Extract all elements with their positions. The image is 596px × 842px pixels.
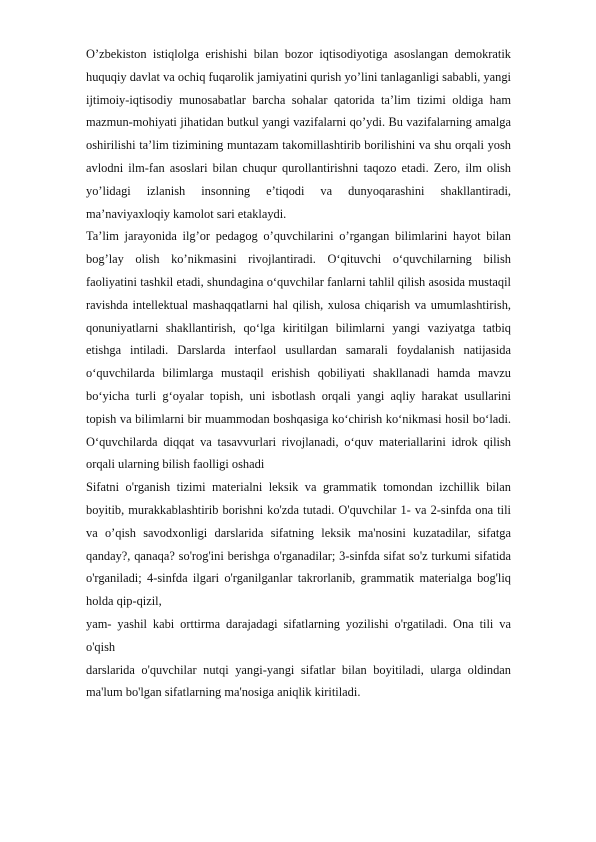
paragraph-comparative-adjectives: yam- yashil kabi orttirma darajadagi sifatlarning yozilishi o'rgatiladi. Ona tili va o'qish bbox=[86, 616, 511, 654]
paragraph-speech-enrichment: darslarida o'quvchilar nutqi yangi-yangi sifatlar bilan boyitiladi, ularga oldindan ma'lum bo'lgan sifatlarning ma'nosiga aniqlik kiritiladi. bbox=[86, 662, 511, 700]
paragraph-intro: O’zbekiston istiqlolga erishishi bilan bozor iqtisodiyotiga asoslangan demokratik huquqiy davlat va ochiq fuqarolik jamiyatini qurish yo’lini tanlaganligi sababli, yangi ijtimoiy-iqtisodiy munosabatlar barcha sohalar qatorida ta’lim tizimi oldiga ham mazmun-mohiyati jihatidan butkul yangi vazifalarni qo’ydi. Bu vazifalarning amalga oshirilishi ta’lim tizimining muntazam takomillashtirib borilishini va shu orqali yosh avlodni ilm-fan asoslari bilan chuqur qurollantirishni taqozo etadi. Zero, ilm olish yo’lidagi izlanish insonning e’tiqodi va dunyoqarashini shakllantiradi, ma’naviyaxloqiy kamolot sari etaklaydi. bbox=[86, 47, 511, 221]
paragraph-adjective-study: Sifatni o'rganish tizimi materialni leksik va grammatik tomondan izchillik bilan boyitib, murakkablashtirib borishni ko'zda tutadi. O'quvchilar 1- va 2-sinfda ona tili va o’qish savodxonligi darslarida sifatning leksik ma'nosini kuzatadilar, sifatga qanday?, qanaqa? so'rog'ini berishga o'rganadilar; 3-sinfda sifat so'z turkumi sifatida o'rganiladi; 4-sinfda ilgari o'rganilganlar takrorlanib, grammatik materialga bog'liq holda qip-qizil, bbox=[86, 480, 511, 609]
paragraph-teaching-process: Ta’lim jarayonida ilg’or pedagog o’quvchilarini o’rgangan bilimlarini hayot bilan bog’lay olish ko’nikmasini rivojlantiradi. O‘qituvchi o‘quvchilarning bilish faoliyatini tashkil etadi, shundagina o‘quvchilar fanlarni tahlil qilish asosida mustaqil ravishda intellektual mashaqqatlarni hal qilish, xulosa chiqarish va umumlashtirish, qonuniyatlarni shakllantirish, qo‘lga kiritilgan bilimlarni yangi vaziyatga tatbiq etishga intiladi. Darslarda interfaol usullardan samarali foydalanish natijasida o‘quvchilarda bilimlarga mustaqil erishish qobiliyati shakllanadi hamda mavzu bo‘yicha turli g‘oyalar topish, uni isbotlash orqali yangi aqliy harakat usullarini topish va bilimlarni bir muammodan boshqasiga ko‘chirish ko‘nikmasi hosil bo‘ladi. O‘quvchilarda diqqat va tasavvurlari rivojlanadi, o‘quv materiallarini idrok qilish orqali ularning bilish faolligi oshadi bbox=[86, 229, 511, 472]
document-body bbox=[86, 43, 511, 704]
